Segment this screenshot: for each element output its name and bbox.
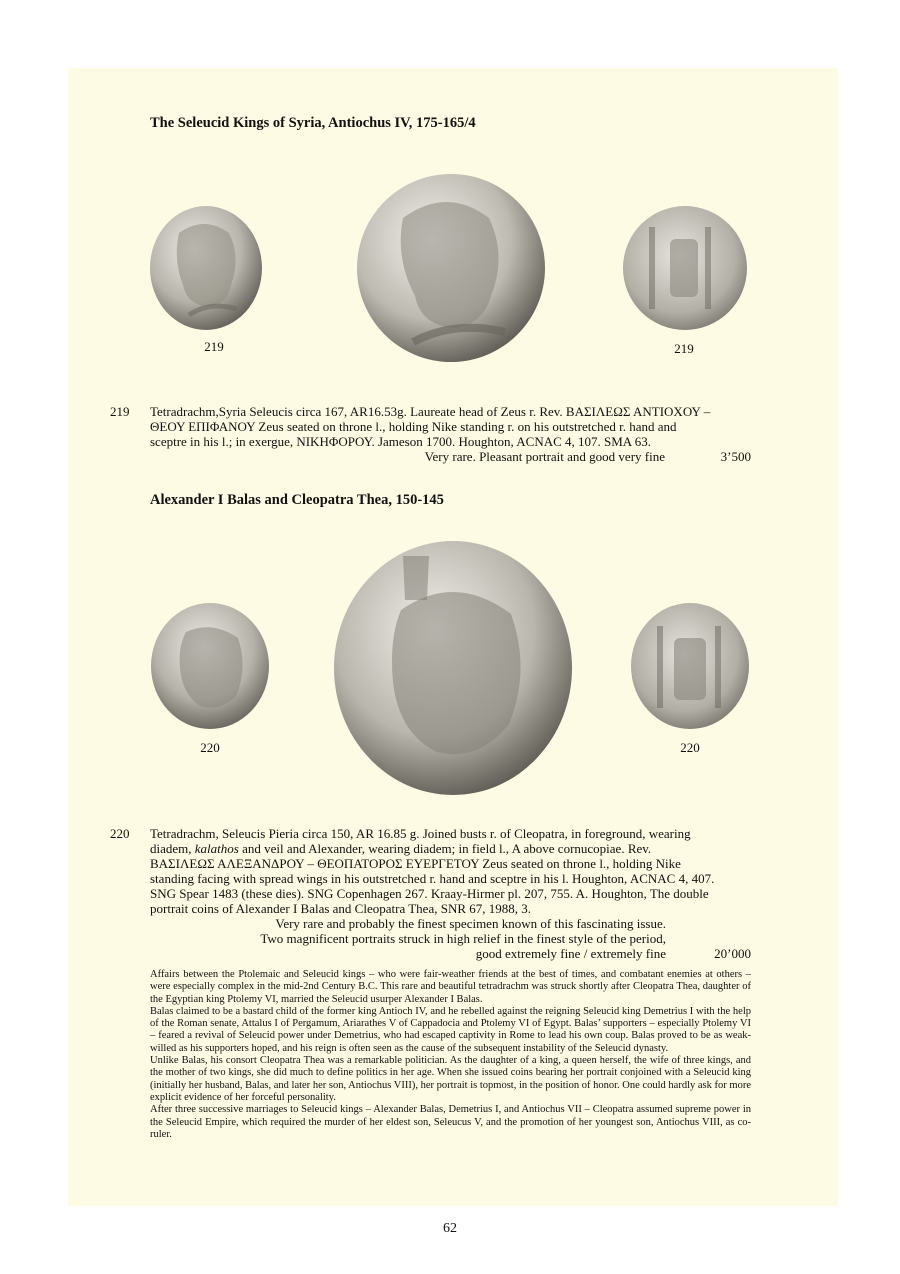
lot-description-220	[150, 826, 751, 916]
grade-220-line-2: Two magnificent portraits struck in high relief in the finest style of the period,	[260, 931, 666, 946]
coin-label-219-left: 219	[204, 339, 224, 354]
coin-label-220-right: 220	[680, 740, 700, 755]
lot-description-219	[150, 404, 751, 449]
essay-paragraph: Affairs between the Ptolemaic and Seleucid kings – who were fair-weather friends at the best of times, and combatant enemies at others – were especially complex in the mid-2nd Century B.C. This rare and beautiful tetradrachm was struck shortly after Cleopatra Thea, daughter of the Egyptian king Ptolemy VI, married the Seleucid usurper Alexander I Balas.	[150, 969, 751, 1005]
lot-number-219: 219	[110, 404, 130, 419]
coin-image-220-obverse-enlarged	[333, 540, 573, 796]
description-text: diadem,	[150, 841, 195, 856]
grade-220-line-1: Very rare and probably the finest specimen known of this fascinating issue.	[275, 916, 666, 931]
historical-essay	[150, 969, 751, 1141]
coin-image-219-obverse-enlarged	[355, 172, 547, 364]
description-text: and veil and Alexander, wearing diadem; in field l., A above cornucopiae. Rev.	[238, 841, 652, 856]
essay-paragraph: Unlike Balas, his consort Cleopatra Thea was a remarkable politician. As the daughter of a king, a queen herself, the wife of three kings, and the mother of two kings, she did much to define politics in her age. When she issued coins bearing her portrait conjoined with a Seleucid king (initially her husband, Balas, and later her son, Antiochus VIII), her portrait is topmost, in the position of honor. One could hardly ask for more explicit evidence of her forceful personality.	[150, 1055, 751, 1103]
coin-image-219-reverse	[622, 205, 748, 331]
coin-label-220-left: 220	[200, 740, 220, 755]
price-220: 20’000	[714, 946, 751, 961]
description-line: Tetradrachm,Syria Seleucis circa 167, AR16.53g. Laureate head of Zeus r. Rev. ΒΑΣΙΛΕΩΣ ΑΝΤΙΟΧΟΥ –	[150, 404, 711, 419]
description-italic-term: kalathos	[194, 841, 239, 856]
description-line: standing facing with spread wings in his outstretched r. hand and sceptre in his l. Houghton, ACNAC 4, 407.	[150, 871, 715, 886]
lot-number-220: 220	[110, 826, 130, 841]
price-219: 3’500	[720, 449, 751, 464]
grade-220-line-3: good extremely fine / extremely fine	[475, 946, 666, 961]
coin-label-219-right: 219	[674, 341, 694, 356]
description-line: portrait coins of Alexander I Balas and Cleopatra Thea, SNR 67, 1988, 3.	[150, 901, 532, 916]
coin-image-220-obverse-small	[150, 602, 270, 730]
coin-image-220-reverse	[630, 602, 750, 730]
section-heading-alexander-balas: Alexander I Balas and Cleopatra Thea, 150-145	[150, 492, 444, 508]
description-line: Tetradrachm, Seleucis Pieria circa 150, AR 16.85 g. Joined busts r. of Cleopatra, in foreground, wearing	[150, 826, 691, 841]
page-number: 62	[443, 1221, 457, 1236]
grade-219: Very rare. Pleasant portrait and good very fine	[424, 449, 665, 464]
essay-paragraph: After three successive marriages to Seleucid kings – Alexander Balas, Demetrius I, and Antiochus VII – Cleopatra assumed supreme power in the Seleucid Empire, which required the murder of her eldest son, Seleucus V, and the promotion of her youngest son, Antiochus VIII, as co-ruler.	[150, 1104, 751, 1140]
coin-image-219-obverse-small	[149, 205, 263, 331]
section-heading-antiochus: The Seleucid Kings of Syria, Antiochus IV, 175-165/4	[150, 115, 476, 131]
description-line: sceptre in his l.; in exergue, ΝΙΚΗΦΟΡΟΥ. Jameson 1700. Houghton, ACNAC 4, 107. SMA 63.	[150, 434, 651, 449]
essay-paragraph: Balas claimed to be a bastard child of the former king Antioch IV, and he rebelled against the reigning Seleucid king Demetrius I with the help of the Roman senate, Attalus I of Pergamum, Ariarathes V of Cappadocia and Ptolemy VI of Egypt. Balas’ supporters – especially Ptolemy VI – feared a revival of Seleucid power under Demetrius, who had escaped captivity in Rome to lead his own coup. Balas proved to be as weak-willed as his supporters hoped, and his reign is often seen as the cause of the subsequent instability of the Seleucid dynasty.	[150, 1005, 751, 1054]
description-line: ΘΕΟΥ ΕΠΙΦΑΝΟΥ Zeus seated on throne l., holding Nike standing r. on his outstretched r. hand and	[150, 419, 677, 434]
description-line: ΒΑΣΙΛΕΩΣ ΑΛΕΞΑΝΔΡΟΥ – ΘΕΟΠΑΤΟΡΟΣ ΕΥΕΡΓΕΤΟΥ Zeus seated on throne l., holding Nike	[150, 856, 681, 871]
description-line	[150, 841, 751, 856]
description-line: SNG Spear 1483 (these dies). SNG Copenhagen 267. Kraay-Hirmer pl. 207, 755. A. Houghton, The double	[150, 886, 709, 901]
